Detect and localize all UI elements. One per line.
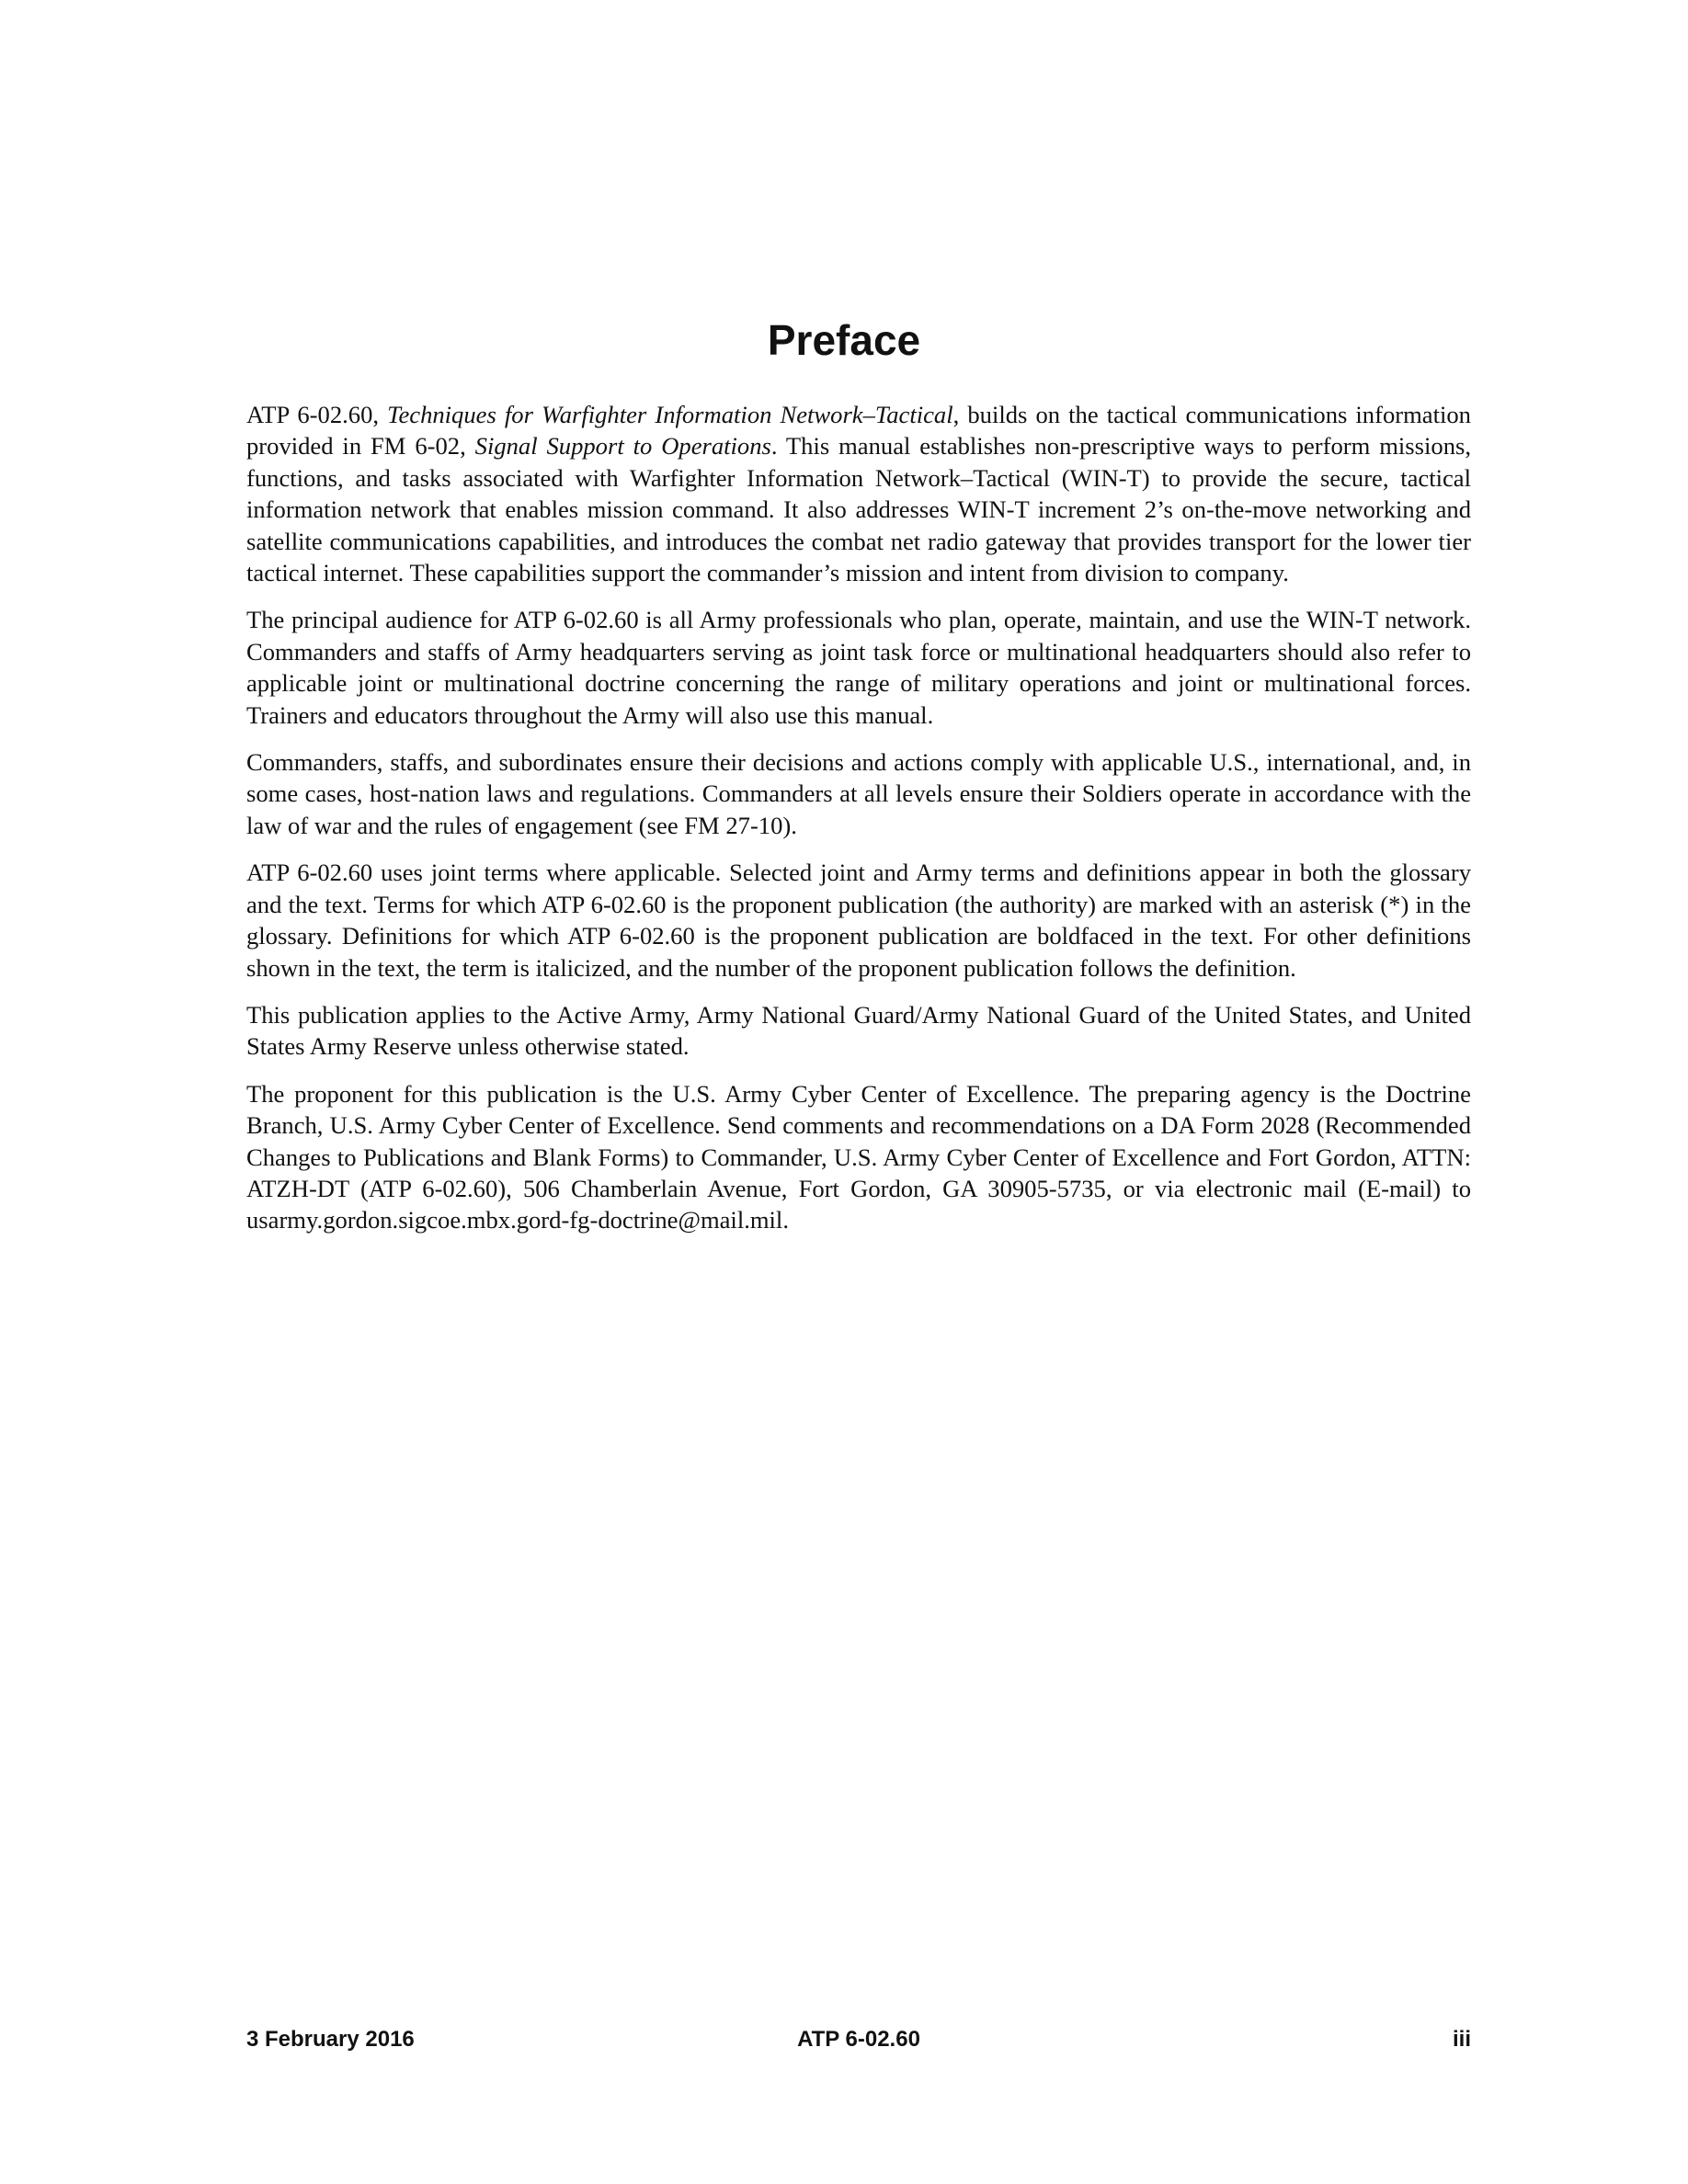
preface-paragraph-1: [246, 399, 1471, 588]
preface-paragraph-6: [246, 1078, 1471, 1236]
preface-paragraph-4: [246, 857, 1471, 984]
preface-paragraph-5: [246, 999, 1471, 1063]
page-title: Preface: [767, 316, 921, 364]
paragraph-text: Commanders, staffs, and subordinates ensure their decisions and actions comply with applicable U.S., international, and, in some cases, host-nation laws and regulations. Commanders at all levels ensure their Soldiers operate in accordance with the law of war and the rules of engagement (see FM 27-10).: [246, 748, 1471, 839]
paragraph-text: The proponent for this publication is the U.S. Army Cyber Center of Excellence. The preparing agency is the Doctrine Branch, U.S. Army Cyber Center of Excellence. Send comments and recommendations on a DA Form 2028 (Recommended Changes to Publications and Blank Forms) to Commander, U.S. Army Cyber Center of Excellence and Fort Gordon, ATTN: ATZH-DT (ATP 6-02.60), 506 Chamberlain Avenue, Fort Gordon, GA 30905-5735, or via electronic mail (E-mail) to usarmy.gordon.sigcoe.mbx.gord-fg-doctrine@mail.mil.: [246, 1079, 1471, 1234]
paragraph-text: This publication applies to the Active Army, Army National Guard/Army National Guard of the United States, and United States Army Reserve unless otherwise stated.: [246, 1000, 1471, 1061]
paragraph-text: The principal audience for ATP 6-02.60 is all Army professionals who plan, operate, maintain, and use the WIN-T network. Commanders and staffs of Army headquarters serving as joint task force or multinational headquarters should also refer to applicable joint or multinational doctrine concerning the range of military operations and joint or multinational forces. Trainers and educators throughout the Army will also use this manual.: [246, 606, 1471, 729]
footer-publication: ATP 6-02.60: [797, 2027, 920, 2052]
preface-paragraph-3: [246, 746, 1471, 841]
paragraph-text: ATP 6-02.60,: [246, 401, 388, 428]
preface-body: [246, 399, 1471, 1252]
page-footer: [246, 2024, 1471, 2055]
paragraph-text: ATP 6-02.60 uses joint terms where applicable. Selected joint and Army terms and definitions appear in both the glossary and the text. Terms for which ATP 6-02.60 is the proponent publication (the authority) are marked with an asterisk (*) in the glossary. Definitions for which ATP 6-02.60 is the proponent publication are boldfaced in the text. For other definitions shown in the text, the term is italicized, and the number of the proponent publication follows the definition.: [246, 859, 1471, 982]
footer-page-number: iii: [1452, 2027, 1471, 2052]
publication-title-italic: Techniques for Warfighter Information Network–Tactical: [387, 401, 953, 428]
preface-paragraph-2: [246, 604, 1471, 731]
footer-date: 3 February 2016: [246, 2027, 415, 2052]
paragraph-text: . This manual establishes non-prescriptive ways to perform missions, functions, and tasks associated with Warfighter Information Network–Tactical (WIN-T) to provide the secure, tactical information network that enables mission command. It also addresses WIN-T increment 2’s on-the-move networking and satellite communications capabilities, and introduces the combat net radio gateway that provides transport for the lower tier tactical internet. These capabilities support the commander’s mission and intent from division to company.: [246, 432, 1471, 587]
paragraph-text: , builds on the tactical communications information provided in FM 6-02,: [246, 401, 1471, 461]
publication-title-italic: Signal Support to Operations: [474, 432, 771, 461]
